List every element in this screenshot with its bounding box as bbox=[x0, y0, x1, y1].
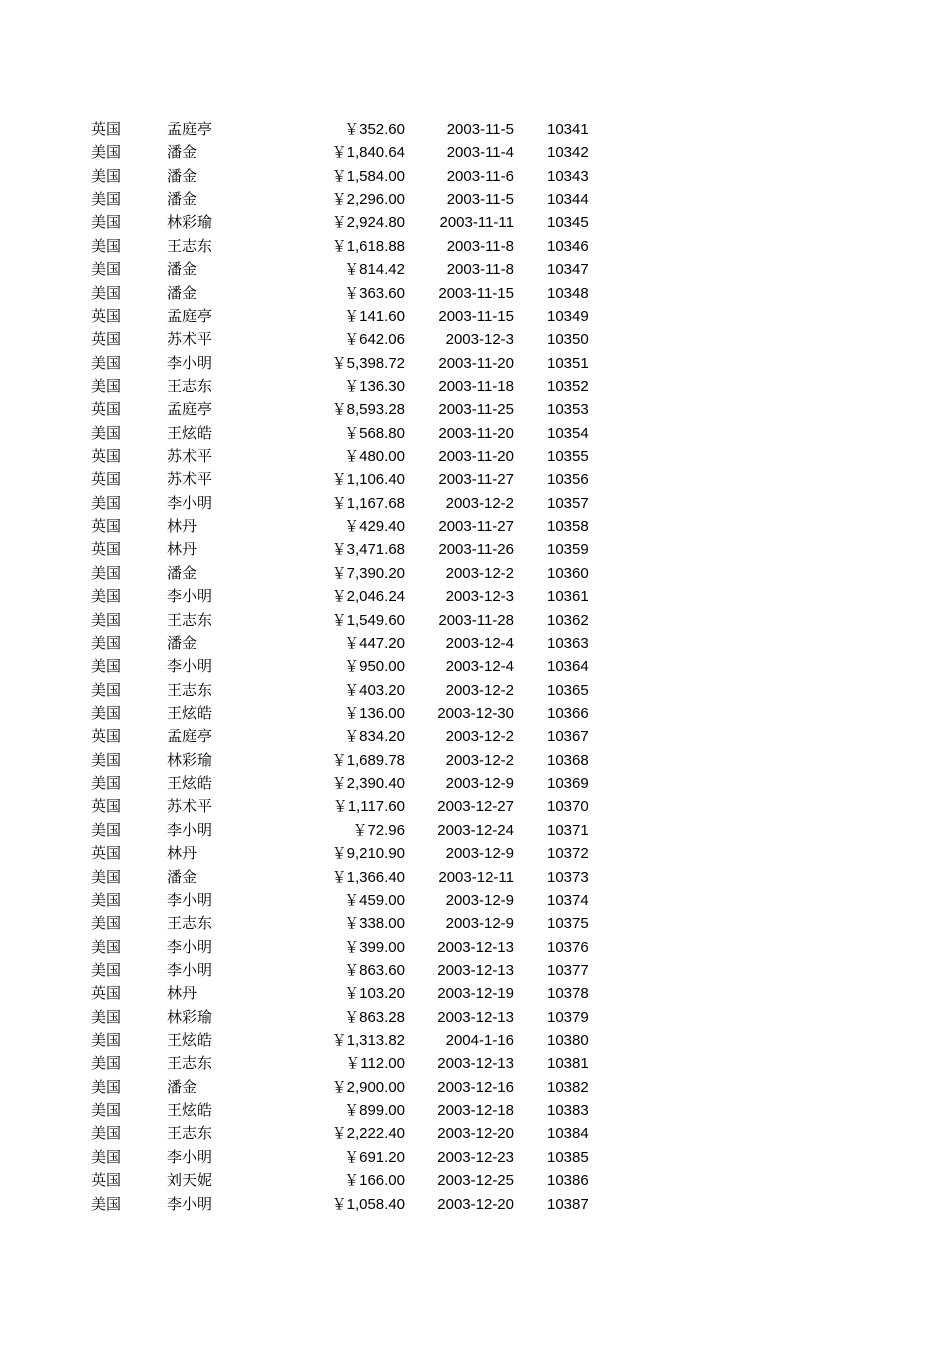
salesperson-cell: 潘金 bbox=[167, 166, 198, 185]
date-cell: 2003-12-13 bbox=[437, 1055, 514, 1073]
date-cell: 2003-11-20 bbox=[438, 448, 514, 466]
salesperson-cell: 王志东 bbox=[167, 1124, 213, 1143]
salesperson-cell: 王志东 bbox=[167, 376, 213, 395]
country-cell: 英国 bbox=[91, 1171, 122, 1190]
order-id-cell: 10341 bbox=[547, 121, 589, 138]
table-row bbox=[0, 679, 950, 702]
date-cell: 2003-11-26 bbox=[438, 541, 514, 559]
table-row bbox=[0, 118, 950, 141]
amount-cell: ￥459.00 bbox=[344, 891, 405, 909]
orders-table bbox=[0, 118, 950, 1216]
salesperson-cell: 苏术平 bbox=[167, 470, 213, 489]
date-cell: 2003-12-18 bbox=[437, 1102, 514, 1120]
date-cell: 2003-11-8 bbox=[446, 237, 514, 255]
date-cell: 2003-12-9 bbox=[445, 775, 514, 793]
order-id-cell: 10379 bbox=[547, 1008, 589, 1026]
amount-cell: ￥1,549.60 bbox=[331, 611, 405, 629]
country-cell: 美国 bbox=[91, 914, 122, 933]
order-id-cell: 10377 bbox=[547, 961, 589, 979]
country-cell: 美国 bbox=[91, 190, 122, 209]
country-cell: 英国 bbox=[91, 984, 122, 1003]
table-row bbox=[0, 492, 950, 515]
amount-cell: ￥429.40 bbox=[344, 518, 405, 536]
country-cell: 美国 bbox=[91, 937, 122, 956]
amount-cell: ￥403.20 bbox=[344, 681, 405, 699]
order-id-cell: 10355 bbox=[547, 448, 589, 466]
country-cell: 美国 bbox=[91, 143, 122, 162]
salesperson-cell: 潘金 bbox=[167, 143, 198, 162]
date-cell: 2003-11-20 bbox=[438, 424, 514, 442]
amount-cell: ￥5,398.72 bbox=[331, 354, 405, 372]
country-cell: 美国 bbox=[91, 1077, 122, 1096]
order-id-cell: 10361 bbox=[547, 588, 589, 606]
order-id-cell: 10386 bbox=[547, 1172, 589, 1190]
table-row bbox=[0, 1169, 950, 1192]
date-cell: 2003-12-4 bbox=[445, 634, 514, 652]
table-row bbox=[0, 959, 950, 982]
country-cell: 美国 bbox=[91, 213, 122, 232]
salesperson-cell: 林丹 bbox=[167, 984, 198, 1003]
date-cell: 2003-11-15 bbox=[438, 284, 514, 302]
table-row bbox=[0, 725, 950, 748]
date-cell: 2003-12-24 bbox=[437, 821, 514, 839]
salesperson-cell: 王志东 bbox=[167, 610, 213, 629]
order-id-cell: 10371 bbox=[547, 821, 589, 839]
country-cell: 美国 bbox=[91, 493, 122, 512]
table-row bbox=[0, 772, 950, 795]
order-id-cell: 10365 bbox=[547, 681, 589, 699]
country-cell: 美国 bbox=[91, 1194, 122, 1213]
order-id-cell: 10372 bbox=[547, 845, 589, 863]
table-row bbox=[0, 375, 950, 398]
date-cell: 2003-12-23 bbox=[437, 1148, 514, 1166]
date-cell: 2003-12-3 bbox=[445, 588, 514, 606]
date-cell: 2004-1-16 bbox=[445, 1032, 514, 1050]
salesperson-cell: 王炫皓 bbox=[167, 1101, 213, 1120]
amount-cell: ￥863.60 bbox=[344, 961, 405, 979]
country-cell: 美国 bbox=[91, 633, 122, 652]
amount-cell: ￥1,584.00 bbox=[331, 167, 405, 185]
country-cell: 美国 bbox=[91, 1147, 122, 1166]
date-cell: 2003-11-11 bbox=[439, 214, 514, 232]
date-cell: 2003-11-27 bbox=[438, 518, 514, 536]
table-row bbox=[0, 352, 950, 375]
amount-cell: ￥2,390.40 bbox=[331, 775, 405, 793]
salesperson-cell: 孟庭亭 bbox=[167, 400, 213, 419]
amount-cell: ￥2,924.80 bbox=[331, 214, 405, 232]
date-cell: 2003-12-19 bbox=[437, 985, 514, 1003]
amount-cell: ￥447.20 bbox=[344, 634, 405, 652]
salesperson-cell: 刘天妮 bbox=[167, 1171, 213, 1190]
amount-cell: ￥1,689.78 bbox=[331, 751, 405, 769]
table-row bbox=[0, 585, 950, 608]
table-row bbox=[0, 795, 950, 818]
order-id-cell: 10367 bbox=[547, 728, 589, 746]
amount-cell: ￥2,046.24 bbox=[331, 588, 405, 606]
country-cell: 美国 bbox=[91, 703, 122, 722]
amount-cell: ￥2,296.00 bbox=[331, 191, 405, 209]
salesperson-cell: 林彩瑜 bbox=[167, 213, 213, 232]
salesperson-cell: 潘金 bbox=[167, 190, 198, 209]
amount-cell: ￥352.60 bbox=[344, 121, 405, 138]
country-cell: 英国 bbox=[91, 517, 122, 536]
table-row bbox=[0, 1146, 950, 1169]
table-row bbox=[0, 749, 950, 772]
order-id-cell: 10357 bbox=[547, 494, 589, 512]
table-row bbox=[0, 866, 950, 889]
salesperson-cell: 李小明 bbox=[167, 1194, 213, 1213]
amount-cell: ￥834.20 bbox=[344, 728, 405, 746]
table-row bbox=[0, 515, 950, 538]
amount-cell: ￥691.20 bbox=[344, 1148, 405, 1166]
country-cell: 美国 bbox=[91, 1007, 122, 1026]
country-cell: 美国 bbox=[91, 353, 122, 372]
table-row bbox=[0, 258, 950, 281]
salesperson-cell: 王志东 bbox=[167, 236, 213, 255]
order-id-cell: 10350 bbox=[547, 331, 589, 349]
country-cell: 美国 bbox=[91, 750, 122, 769]
salesperson-cell: 潘金 bbox=[167, 867, 198, 886]
date-cell: 2003-12-16 bbox=[437, 1078, 514, 1096]
order-id-cell: 10362 bbox=[547, 611, 589, 629]
amount-cell: ￥1,618.88 bbox=[331, 237, 405, 255]
table-row bbox=[0, 538, 950, 561]
table-row bbox=[0, 235, 950, 258]
table-row bbox=[0, 1193, 950, 1216]
date-cell: 2003-11-27 bbox=[438, 471, 514, 489]
order-id-cell: 10387 bbox=[547, 1195, 589, 1213]
order-id-cell: 10373 bbox=[547, 868, 589, 886]
order-id-cell: 10363 bbox=[547, 634, 589, 652]
amount-cell: ￥7,390.20 bbox=[331, 564, 405, 582]
salesperson-cell: 潘金 bbox=[167, 633, 198, 652]
salesperson-cell: 孟庭亭 bbox=[167, 727, 213, 746]
table-row bbox=[0, 1076, 950, 1099]
date-cell: 2003-12-20 bbox=[437, 1125, 514, 1143]
table-row bbox=[0, 422, 950, 445]
date-cell: 2003-11-6 bbox=[446, 167, 514, 185]
table-row bbox=[0, 165, 950, 188]
order-id-cell: 10344 bbox=[547, 191, 589, 209]
amount-cell: ￥166.00 bbox=[344, 1172, 405, 1190]
salesperson-cell: 林丹 bbox=[167, 844, 198, 863]
salesperson-cell: 潘金 bbox=[167, 1077, 198, 1096]
date-cell: 2003-11-5 bbox=[446, 121, 514, 138]
order-id-cell: 10381 bbox=[547, 1055, 589, 1073]
order-id-cell: 10383 bbox=[547, 1102, 589, 1120]
date-cell: 2003-12-2 bbox=[445, 681, 514, 699]
salesperson-cell: 王炫皓 bbox=[167, 1031, 213, 1050]
date-cell: 2003-12-11 bbox=[438, 868, 514, 886]
date-cell: 2003-12-13 bbox=[437, 961, 514, 979]
salesperson-cell: 林丹 bbox=[167, 517, 198, 536]
country-cell: 美国 bbox=[91, 1031, 122, 1050]
amount-cell: ￥112.00 bbox=[345, 1055, 405, 1073]
date-cell: 2003-12-2 bbox=[445, 751, 514, 769]
order-id-cell: 10375 bbox=[547, 915, 589, 933]
amount-cell: ￥899.00 bbox=[344, 1102, 405, 1120]
country-cell: 美国 bbox=[91, 890, 122, 909]
amount-cell: ￥3,471.68 bbox=[331, 541, 405, 559]
table-row bbox=[0, 398, 950, 421]
table-row bbox=[0, 468, 950, 491]
amount-cell: ￥1,167.68 bbox=[331, 494, 405, 512]
amount-cell: ￥814.42 bbox=[344, 261, 405, 279]
country-cell: 美国 bbox=[91, 960, 122, 979]
country-cell: 美国 bbox=[91, 587, 122, 606]
salesperson-cell: 潘金 bbox=[167, 283, 198, 302]
order-id-cell: 10364 bbox=[547, 658, 589, 676]
country-cell: 美国 bbox=[91, 774, 122, 793]
date-cell: 2003-12-13 bbox=[437, 1008, 514, 1026]
salesperson-cell: 苏术平 bbox=[167, 797, 213, 816]
salesperson-cell: 李小明 bbox=[167, 587, 213, 606]
country-cell: 美国 bbox=[91, 236, 122, 255]
table-row bbox=[0, 702, 950, 725]
country-cell: 美国 bbox=[91, 657, 122, 676]
amount-cell: ￥136.30 bbox=[344, 377, 405, 395]
order-id-cell: 10378 bbox=[547, 985, 589, 1003]
date-cell: 2003-12-9 bbox=[445, 891, 514, 909]
salesperson-cell: 孟庭亭 bbox=[167, 306, 213, 325]
country-cell: 英国 bbox=[91, 447, 122, 466]
date-cell: 2003-12-9 bbox=[445, 845, 514, 863]
table-row bbox=[0, 211, 950, 234]
order-id-cell: 10384 bbox=[547, 1125, 589, 1143]
country-cell: 美国 bbox=[91, 680, 122, 699]
country-cell: 美国 bbox=[91, 423, 122, 442]
country-cell: 美国 bbox=[91, 1124, 122, 1143]
salesperson-cell: 李小明 bbox=[167, 1147, 213, 1166]
salesperson-cell: 林彩瑜 bbox=[167, 1007, 213, 1026]
table-row bbox=[0, 328, 950, 351]
amount-cell: ￥480.00 bbox=[344, 448, 405, 466]
table-row bbox=[0, 562, 950, 585]
salesperson-cell: 李小明 bbox=[167, 960, 213, 979]
country-cell: 美国 bbox=[91, 867, 122, 886]
date-cell: 2003-11-25 bbox=[438, 401, 514, 419]
table-row bbox=[0, 188, 950, 211]
date-cell: 2003-11-15 bbox=[438, 307, 514, 325]
order-id-cell: 10374 bbox=[547, 891, 589, 909]
table-row bbox=[0, 1052, 950, 1075]
country-cell: 美国 bbox=[91, 820, 122, 839]
salesperson-cell: 李小明 bbox=[167, 493, 213, 512]
amount-cell: ￥2,900.00 bbox=[331, 1078, 405, 1096]
country-cell: 英国 bbox=[91, 797, 122, 816]
salesperson-cell: 李小明 bbox=[167, 657, 213, 676]
order-id-cell: 10358 bbox=[547, 518, 589, 536]
order-id-cell: 10346 bbox=[547, 237, 589, 255]
salesperson-cell: 林丹 bbox=[167, 540, 198, 559]
amount-cell: ￥338.00 bbox=[344, 915, 405, 933]
amount-cell: ￥136.00 bbox=[344, 704, 405, 722]
order-id-cell: 10342 bbox=[547, 144, 589, 162]
order-id-cell: 10369 bbox=[547, 775, 589, 793]
country-cell: 美国 bbox=[91, 260, 122, 279]
salesperson-cell: 李小明 bbox=[167, 937, 213, 956]
salesperson-cell: 王志东 bbox=[167, 914, 213, 933]
table-row bbox=[0, 912, 950, 935]
salesperson-cell: 王志东 bbox=[167, 680, 213, 699]
amount-cell: ￥1,366.40 bbox=[331, 868, 405, 886]
table-row bbox=[0, 655, 950, 678]
order-id-cell: 10359 bbox=[547, 541, 589, 559]
amount-cell: ￥642.06 bbox=[344, 331, 405, 349]
salesperson-cell: 李小明 bbox=[167, 353, 213, 372]
amount-cell: ￥863.28 bbox=[344, 1008, 405, 1026]
order-id-cell: 10343 bbox=[547, 167, 589, 185]
salesperson-cell: 苏术平 bbox=[167, 330, 213, 349]
salesperson-cell: 王炫皓 bbox=[167, 774, 213, 793]
date-cell: 2003-12-3 bbox=[445, 331, 514, 349]
amount-cell: ￥950.00 bbox=[344, 658, 405, 676]
date-cell: 2003-11-8 bbox=[446, 261, 514, 279]
country-cell: 美国 bbox=[91, 166, 122, 185]
order-id-cell: 10347 bbox=[547, 261, 589, 279]
date-cell: 2003-11-4 bbox=[446, 144, 514, 162]
table-row bbox=[0, 1029, 950, 1052]
table-row bbox=[0, 305, 950, 328]
amount-cell: ￥103.20 bbox=[344, 985, 405, 1003]
date-cell: 2003-11-5 bbox=[446, 191, 514, 209]
amount-cell: ￥141.60 bbox=[344, 307, 405, 325]
order-id-cell: 10382 bbox=[547, 1078, 589, 1096]
salesperson-cell: 王炫皓 bbox=[167, 423, 213, 442]
country-cell: 英国 bbox=[91, 120, 122, 138]
order-id-cell: 10356 bbox=[547, 471, 589, 489]
country-cell: 英国 bbox=[91, 470, 122, 489]
amount-cell: ￥363.60 bbox=[344, 284, 405, 302]
table-row bbox=[0, 982, 950, 1005]
salesperson-cell: 王志东 bbox=[167, 1054, 213, 1073]
date-cell: 2003-11-20 bbox=[438, 354, 514, 372]
order-id-cell: 10345 bbox=[547, 214, 589, 232]
country-cell: 英国 bbox=[91, 727, 122, 746]
table-row bbox=[0, 889, 950, 912]
order-id-cell: 10380 bbox=[547, 1032, 589, 1050]
country-cell: 英国 bbox=[91, 306, 122, 325]
salesperson-cell: 苏术平 bbox=[167, 447, 213, 466]
order-id-cell: 10349 bbox=[547, 307, 589, 325]
salesperson-cell: 李小明 bbox=[167, 820, 213, 839]
country-cell: 英国 bbox=[91, 844, 122, 863]
country-cell: 英国 bbox=[91, 400, 122, 419]
table-row bbox=[0, 141, 950, 164]
amount-cell: ￥568.80 bbox=[344, 424, 405, 442]
country-cell: 美国 bbox=[91, 376, 122, 395]
table-row bbox=[0, 936, 950, 959]
country-cell: 美国 bbox=[91, 563, 122, 582]
table-row bbox=[0, 609, 950, 632]
table-row bbox=[0, 1099, 950, 1122]
amount-cell: ￥72.96 bbox=[352, 821, 405, 839]
order-id-cell: 10385 bbox=[547, 1148, 589, 1166]
amount-cell: ￥1,313.82 bbox=[331, 1032, 405, 1050]
country-cell: 美国 bbox=[91, 283, 122, 302]
date-cell: 2003-12-2 bbox=[445, 494, 514, 512]
order-id-cell: 10366 bbox=[547, 704, 589, 722]
table-row bbox=[0, 445, 950, 468]
order-id-cell: 10370 bbox=[547, 798, 589, 816]
table-row bbox=[0, 819, 950, 842]
amount-cell: ￥8,593.28 bbox=[331, 401, 405, 419]
amount-cell: ￥1,117.60 bbox=[332, 798, 405, 816]
salesperson-cell: 王炫皓 bbox=[167, 703, 213, 722]
date-cell: 2003-12-20 bbox=[437, 1195, 514, 1213]
country-cell: 美国 bbox=[91, 1101, 122, 1120]
table-row bbox=[0, 1122, 950, 1145]
order-id-cell: 10354 bbox=[547, 424, 589, 442]
country-cell: 英国 bbox=[91, 330, 122, 349]
salesperson-cell: 潘金 bbox=[167, 563, 198, 582]
table-row bbox=[0, 632, 950, 655]
amount-cell: ￥399.00 bbox=[344, 938, 405, 956]
date-cell: 2003-12-2 bbox=[445, 728, 514, 746]
date-cell: 2003-11-18 bbox=[438, 377, 514, 395]
order-id-cell: 10348 bbox=[547, 284, 589, 302]
salesperson-cell: 潘金 bbox=[167, 260, 198, 279]
date-cell: 2003-12-30 bbox=[437, 704, 514, 722]
date-cell: 2003-12-9 bbox=[445, 915, 514, 933]
order-id-cell: 10353 bbox=[547, 401, 589, 419]
date-cell: 2003-12-27 bbox=[437, 798, 514, 816]
country-cell: 英国 bbox=[91, 540, 122, 559]
amount-cell: ￥9,210.90 bbox=[331, 845, 405, 863]
amount-cell: ￥1,058.40 bbox=[331, 1195, 405, 1213]
salesperson-cell: 林彩瑜 bbox=[167, 750, 213, 769]
table-row bbox=[0, 1006, 950, 1029]
order-id-cell: 10360 bbox=[547, 564, 589, 582]
amount-cell: ￥1,106.40 bbox=[331, 471, 405, 489]
amount-cell: ￥2,222.40 bbox=[331, 1125, 405, 1143]
salesperson-cell: 孟庭亭 bbox=[167, 120, 213, 138]
order-id-cell: 10352 bbox=[547, 377, 589, 395]
date-cell: 2003-12-13 bbox=[437, 938, 514, 956]
order-id-cell: 10351 bbox=[547, 354, 589, 372]
table-row bbox=[0, 842, 950, 865]
date-cell: 2003-12-4 bbox=[445, 658, 514, 676]
order-id-cell: 10376 bbox=[547, 938, 589, 956]
salesperson-cell: 李小明 bbox=[167, 890, 213, 909]
date-cell: 2003-11-28 bbox=[438, 611, 514, 629]
amount-cell: ￥1,840.64 bbox=[331, 144, 405, 162]
table-row bbox=[0, 282, 950, 305]
country-cell: 美国 bbox=[91, 610, 122, 629]
country-cell: 美国 bbox=[91, 1054, 122, 1073]
date-cell: 2003-12-2 bbox=[445, 564, 514, 582]
order-id-cell: 10368 bbox=[547, 751, 589, 769]
date-cell: 2003-12-25 bbox=[437, 1172, 514, 1190]
